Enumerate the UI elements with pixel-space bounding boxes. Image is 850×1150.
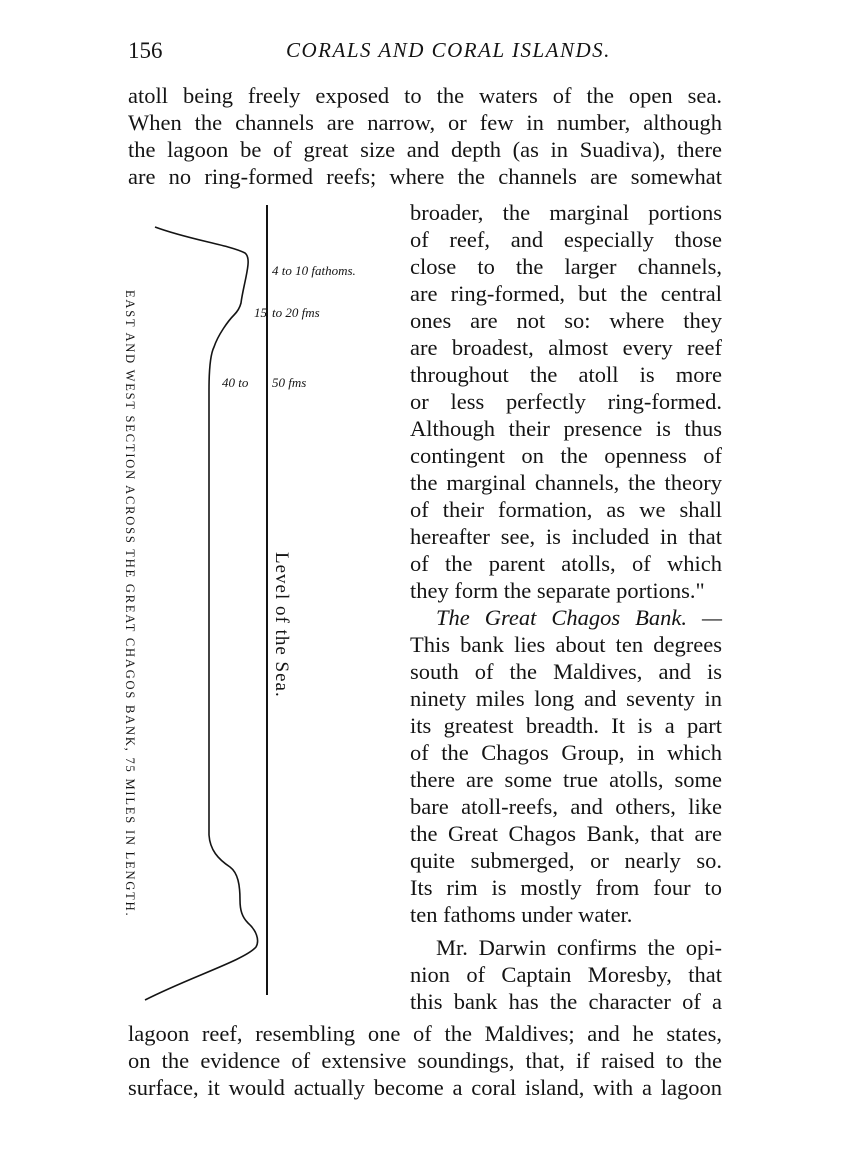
depth-label: 4 to 10 fathoms.: [272, 263, 356, 278]
text-line: This bank lies about ten degrees: [410, 632, 722, 657]
text-line: the lagoon be of great size and depth (as in Suadiva), there: [128, 137, 722, 162]
text-line: south of the Maldives, and is: [410, 659, 722, 684]
text-line: Its rim is mostly from four to: [410, 875, 722, 900]
depth-label: 50 fms: [272, 375, 307, 390]
text-line: on the evidence of extensive soundings, that, if raised to the: [128, 1048, 722, 1073]
text-line: close to the larger channels,: [410, 254, 722, 279]
text-line: are ring-formed, but the central: [410, 281, 722, 306]
depth-label: 15: [254, 305, 267, 320]
text-line: Although their presence is thus: [410, 416, 722, 441]
text-line: of reef, and especially those: [410, 227, 722, 252]
depth-label: to 20 fms: [272, 305, 320, 320]
text-line: atoll being freely exposed to the waters of the open sea.: [128, 83, 722, 108]
text-line: this bank has the character of a: [410, 989, 722, 1014]
text-line: broader, the marginal portions: [410, 200, 722, 225]
text-line: surface, it would actually become a coral island, with a lagoon: [128, 1075, 722, 1100]
text-line: the marginal channels, the theory: [410, 470, 722, 495]
text-line: of the Chagos Group, in which: [410, 740, 722, 765]
text-line: ninety miles long and seventy in: [410, 686, 722, 711]
text-line: throughout the atoll is more: [410, 362, 722, 387]
text-line: there are some true atolls, some: [410, 767, 722, 792]
text-line: ones are not so: where they: [410, 308, 722, 333]
text-line: are broadest, almost every reef: [410, 335, 722, 360]
page-header: [128, 38, 728, 70]
page-number: 156: [128, 38, 163, 63]
text-line: lagoon reef, resembling one of the Maldives; and he states,: [128, 1021, 722, 1046]
text-line: hereafter see, is included in that: [410, 524, 722, 549]
section-figure: [110, 195, 405, 1005]
text-line: of their formation, as we shall: [410, 497, 722, 522]
text-line: When the channels are narrow, or few in number, although: [128, 110, 722, 135]
text-line: quite submerged, or nearly so.: [410, 848, 722, 873]
text-line: nion of Captain Moresby, that: [410, 962, 722, 987]
figure-caption: EAST AND WEST SECTION ACROSS THE GREAT CHAGOS BANK, 75 MILES IN LENGTH.: [123, 290, 137, 918]
depth-label: 40 to: [222, 375, 249, 390]
seabed-profile: [145, 227, 258, 1000]
text-line: are no ring-formed reefs; where the channels are somewhat: [128, 164, 722, 189]
running-title: CORALS AND CORAL ISLANDS.: [286, 38, 611, 62]
text-line: contingent on the openness of: [410, 443, 722, 468]
text-line: bare atoll-reefs, and others, like: [410, 794, 722, 819]
text-line: Mr. Darwin confirms the opi-: [436, 935, 722, 960]
text-line: of the parent atolls, of which: [410, 551, 722, 576]
text-line: its greatest breadth. It is a part: [410, 713, 722, 738]
text-line: ten fathoms under water.: [410, 902, 633, 927]
text-line: or less perfectly ring-formed.: [410, 389, 722, 414]
text-line: the Great Chagos Bank, that are: [410, 821, 722, 846]
sea-level-label: Level of the Sea.: [271, 552, 292, 698]
text-line: they form the separate portions.": [410, 578, 705, 603]
section-heading: The Great Chagos Bank. —: [436, 605, 722, 630]
